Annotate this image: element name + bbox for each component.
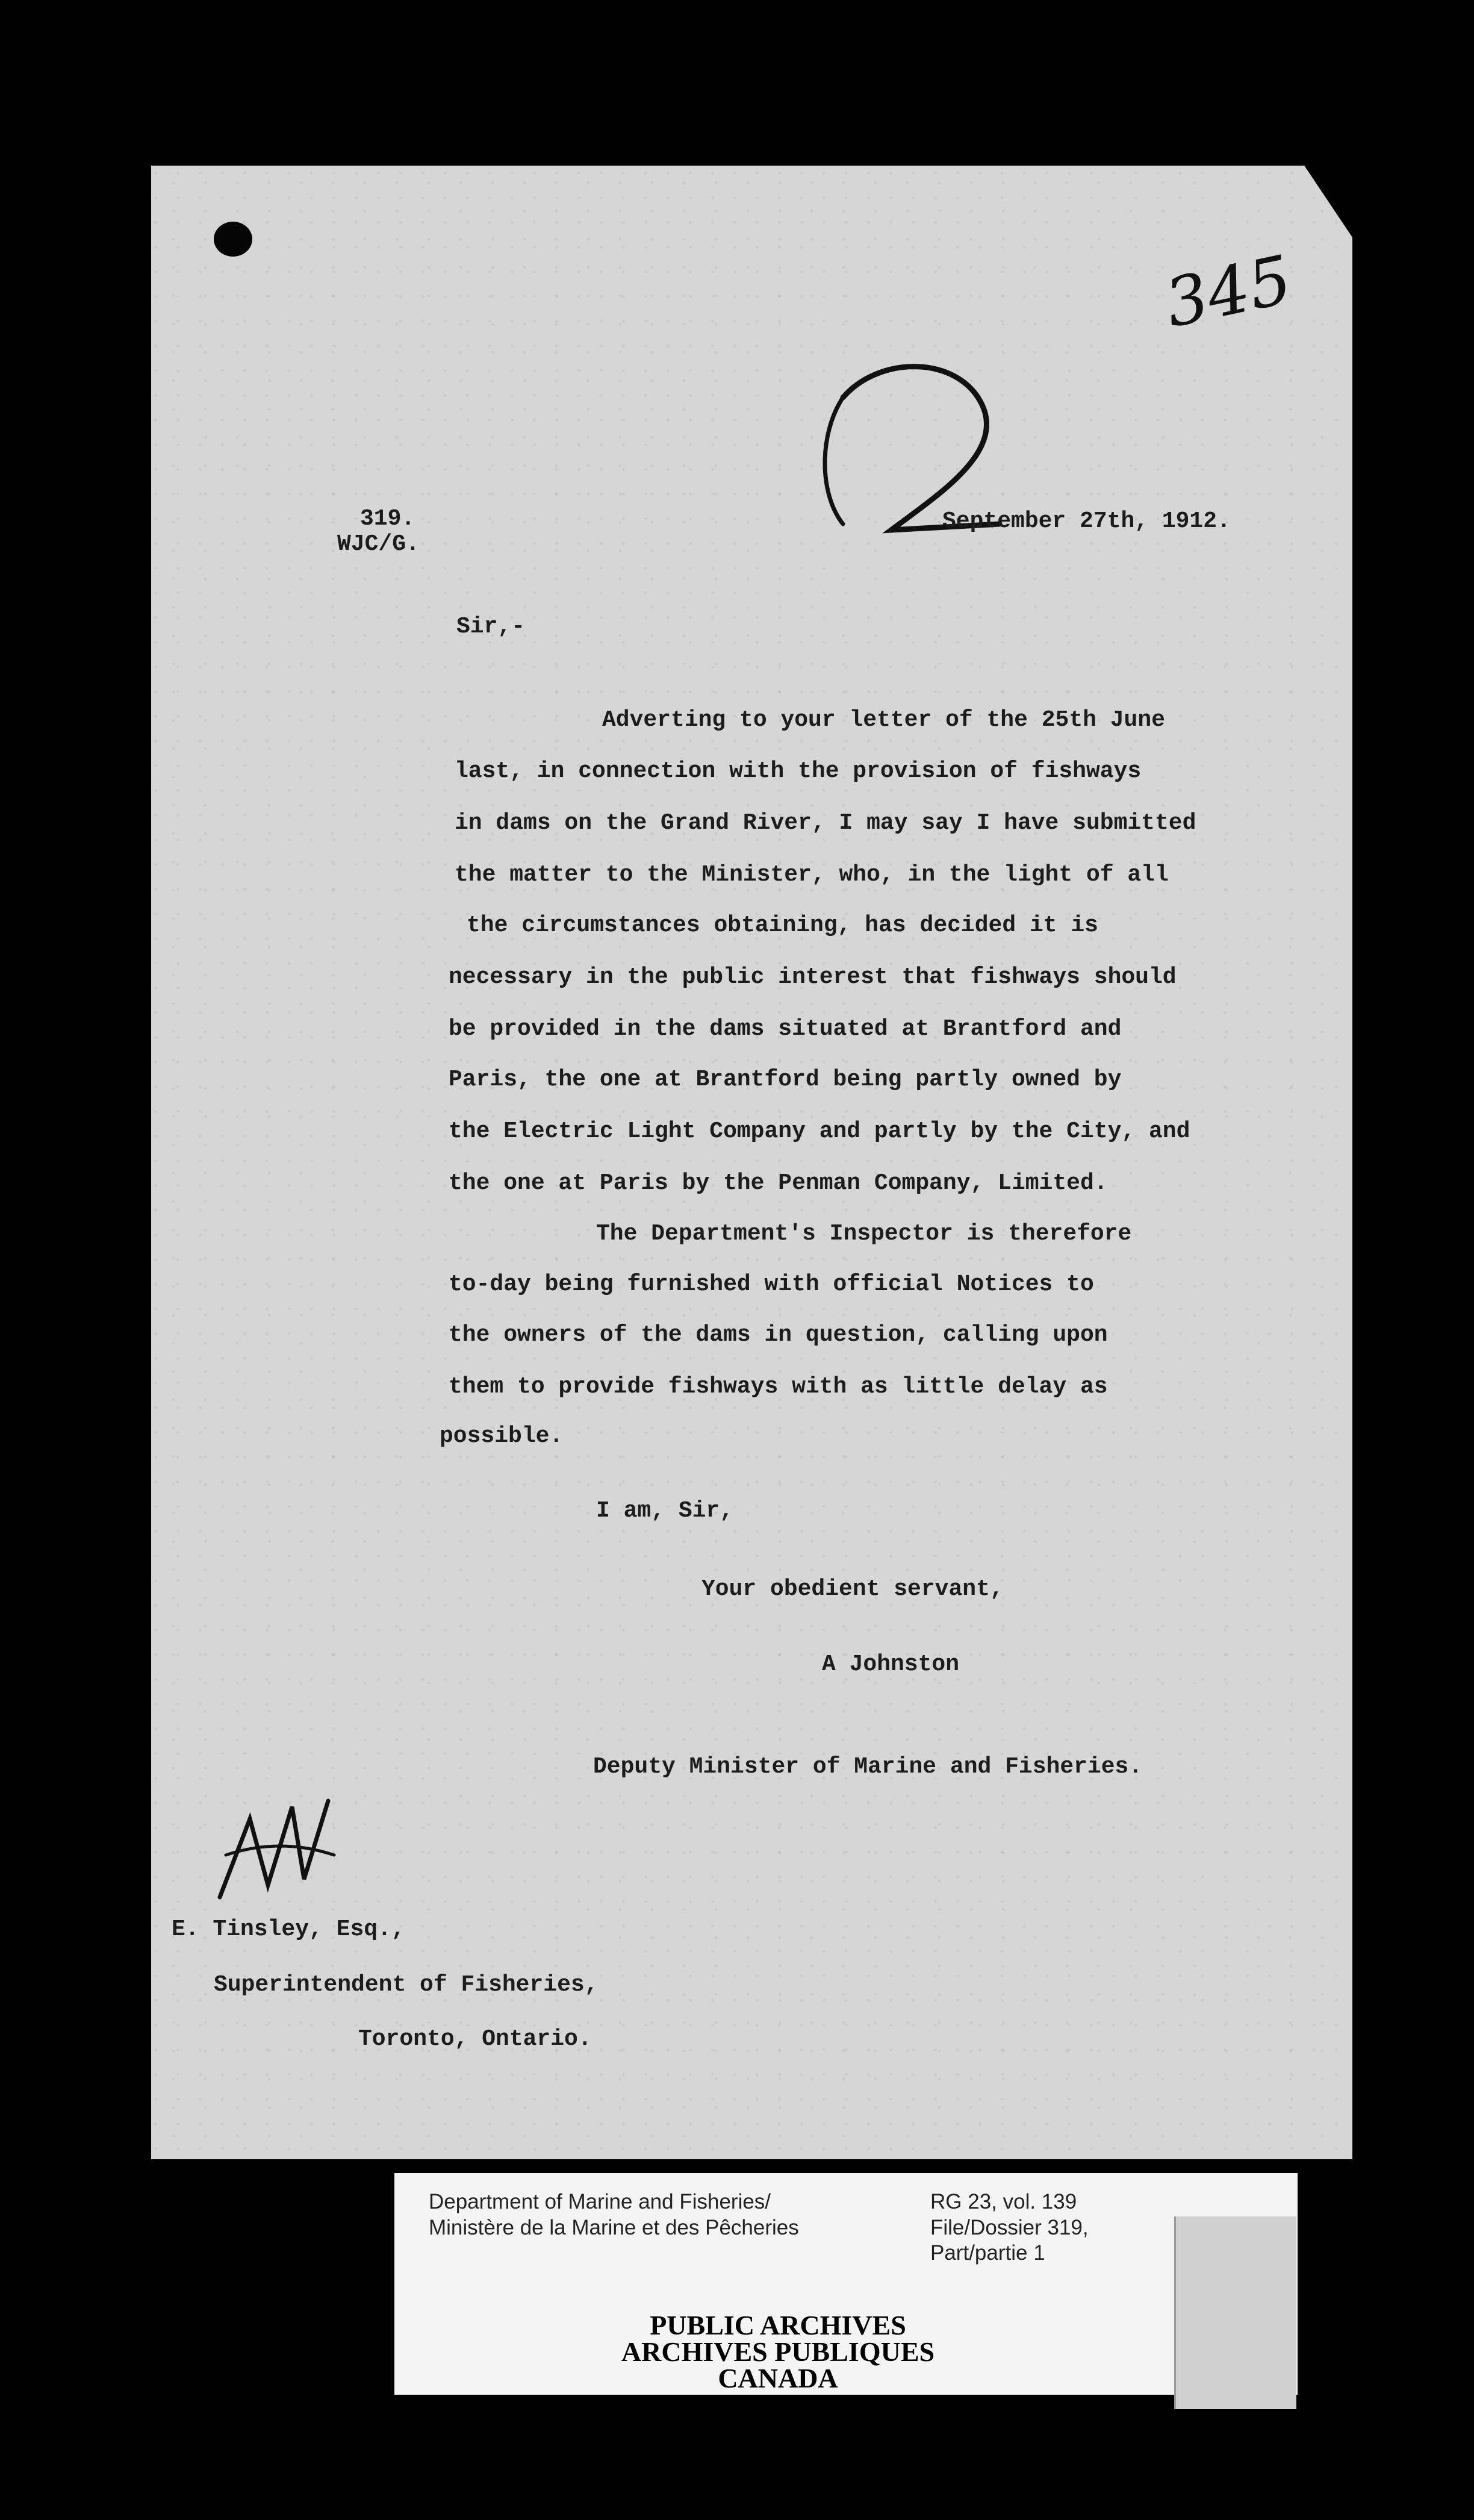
page-number-annotation: 345 [1158,240,1298,343]
body-line: be provided in the dams situated at Brantford and [449,1016,1122,1042]
record-group: RG 23, vol. 139 [930,2190,1077,2213]
signatory-title: Deputy Minister of Marine and Fisheries. [593,1754,1143,1780]
recipient-line-3: Toronto, Ontario. [358,2026,592,2052]
department-french: Ministère de la Marine et des Pêcheries [429,2216,799,2239]
body-line: Paris, the one at Brantford being partly owned by [449,1067,1122,1093]
recipient-line-1: E. Tinsley, Esq., [172,1917,405,1942]
body-line: necessary in the public interest that fishways should [449,964,1177,990]
body-line: them to provide fishways with as little delay as [449,1374,1108,1400]
letter-date: September 27th, 1912. [942,508,1231,534]
body-line: to-day being furnished with official Notices to [449,1271,1094,1297]
file-number: File/Dossier 319, [930,2216,1089,2239]
archive-stamp-line-2: ARCHIVES PUBLIQUES [621,2336,935,2367]
archive-stamp-line-3: CANADA [718,2363,838,2394]
body-line: The Department's Inspector is therefore [596,1221,1132,1247]
body-line: the owners of the dams in question, calling upon [449,1322,1108,1348]
file-part: Part/partie 1 [930,2241,1045,2265]
archive-label-tab [1174,2216,1296,2409]
signatory-name: A Johnston [822,1651,960,1677]
body-line: in dams on the Grand River, I may say I have submitted [455,810,1196,836]
reference-line-2: WJC/G. [337,531,420,557]
body-line: possible. [440,1423,564,1449]
archive-stamp-line-1: PUBLIC ARCHIVES [650,2310,906,2341]
complimentary-close: Your obedient servant, [701,1576,1004,1602]
reference-line-1: 319. [360,506,415,532]
body-line: the circumstances obtaining, has decided it is [467,912,1098,938]
handwritten-initials [202,1783,346,1921]
recipient-line-2: Superintendent of Fisheries, [214,1972,599,1998]
body-line: the Electric Light Company and partly by the City, and [449,1118,1190,1144]
body-line: the one at Paris by the Penman Company, Limited. [449,1170,1108,1196]
salutation: Sir,- [456,614,526,640]
department-english: Department of Marine and Fisheries/ [429,2190,771,2213]
body-line: last, in connection with the provision of fishways [455,758,1142,784]
body-line: Adverting to your letter of the 25th June [602,707,1165,733]
closing-line: I am, Sir, [596,1498,734,1524]
body-line: the matter to the Minister, who, in the light of all [455,862,1169,888]
punch-hole [214,222,252,257]
